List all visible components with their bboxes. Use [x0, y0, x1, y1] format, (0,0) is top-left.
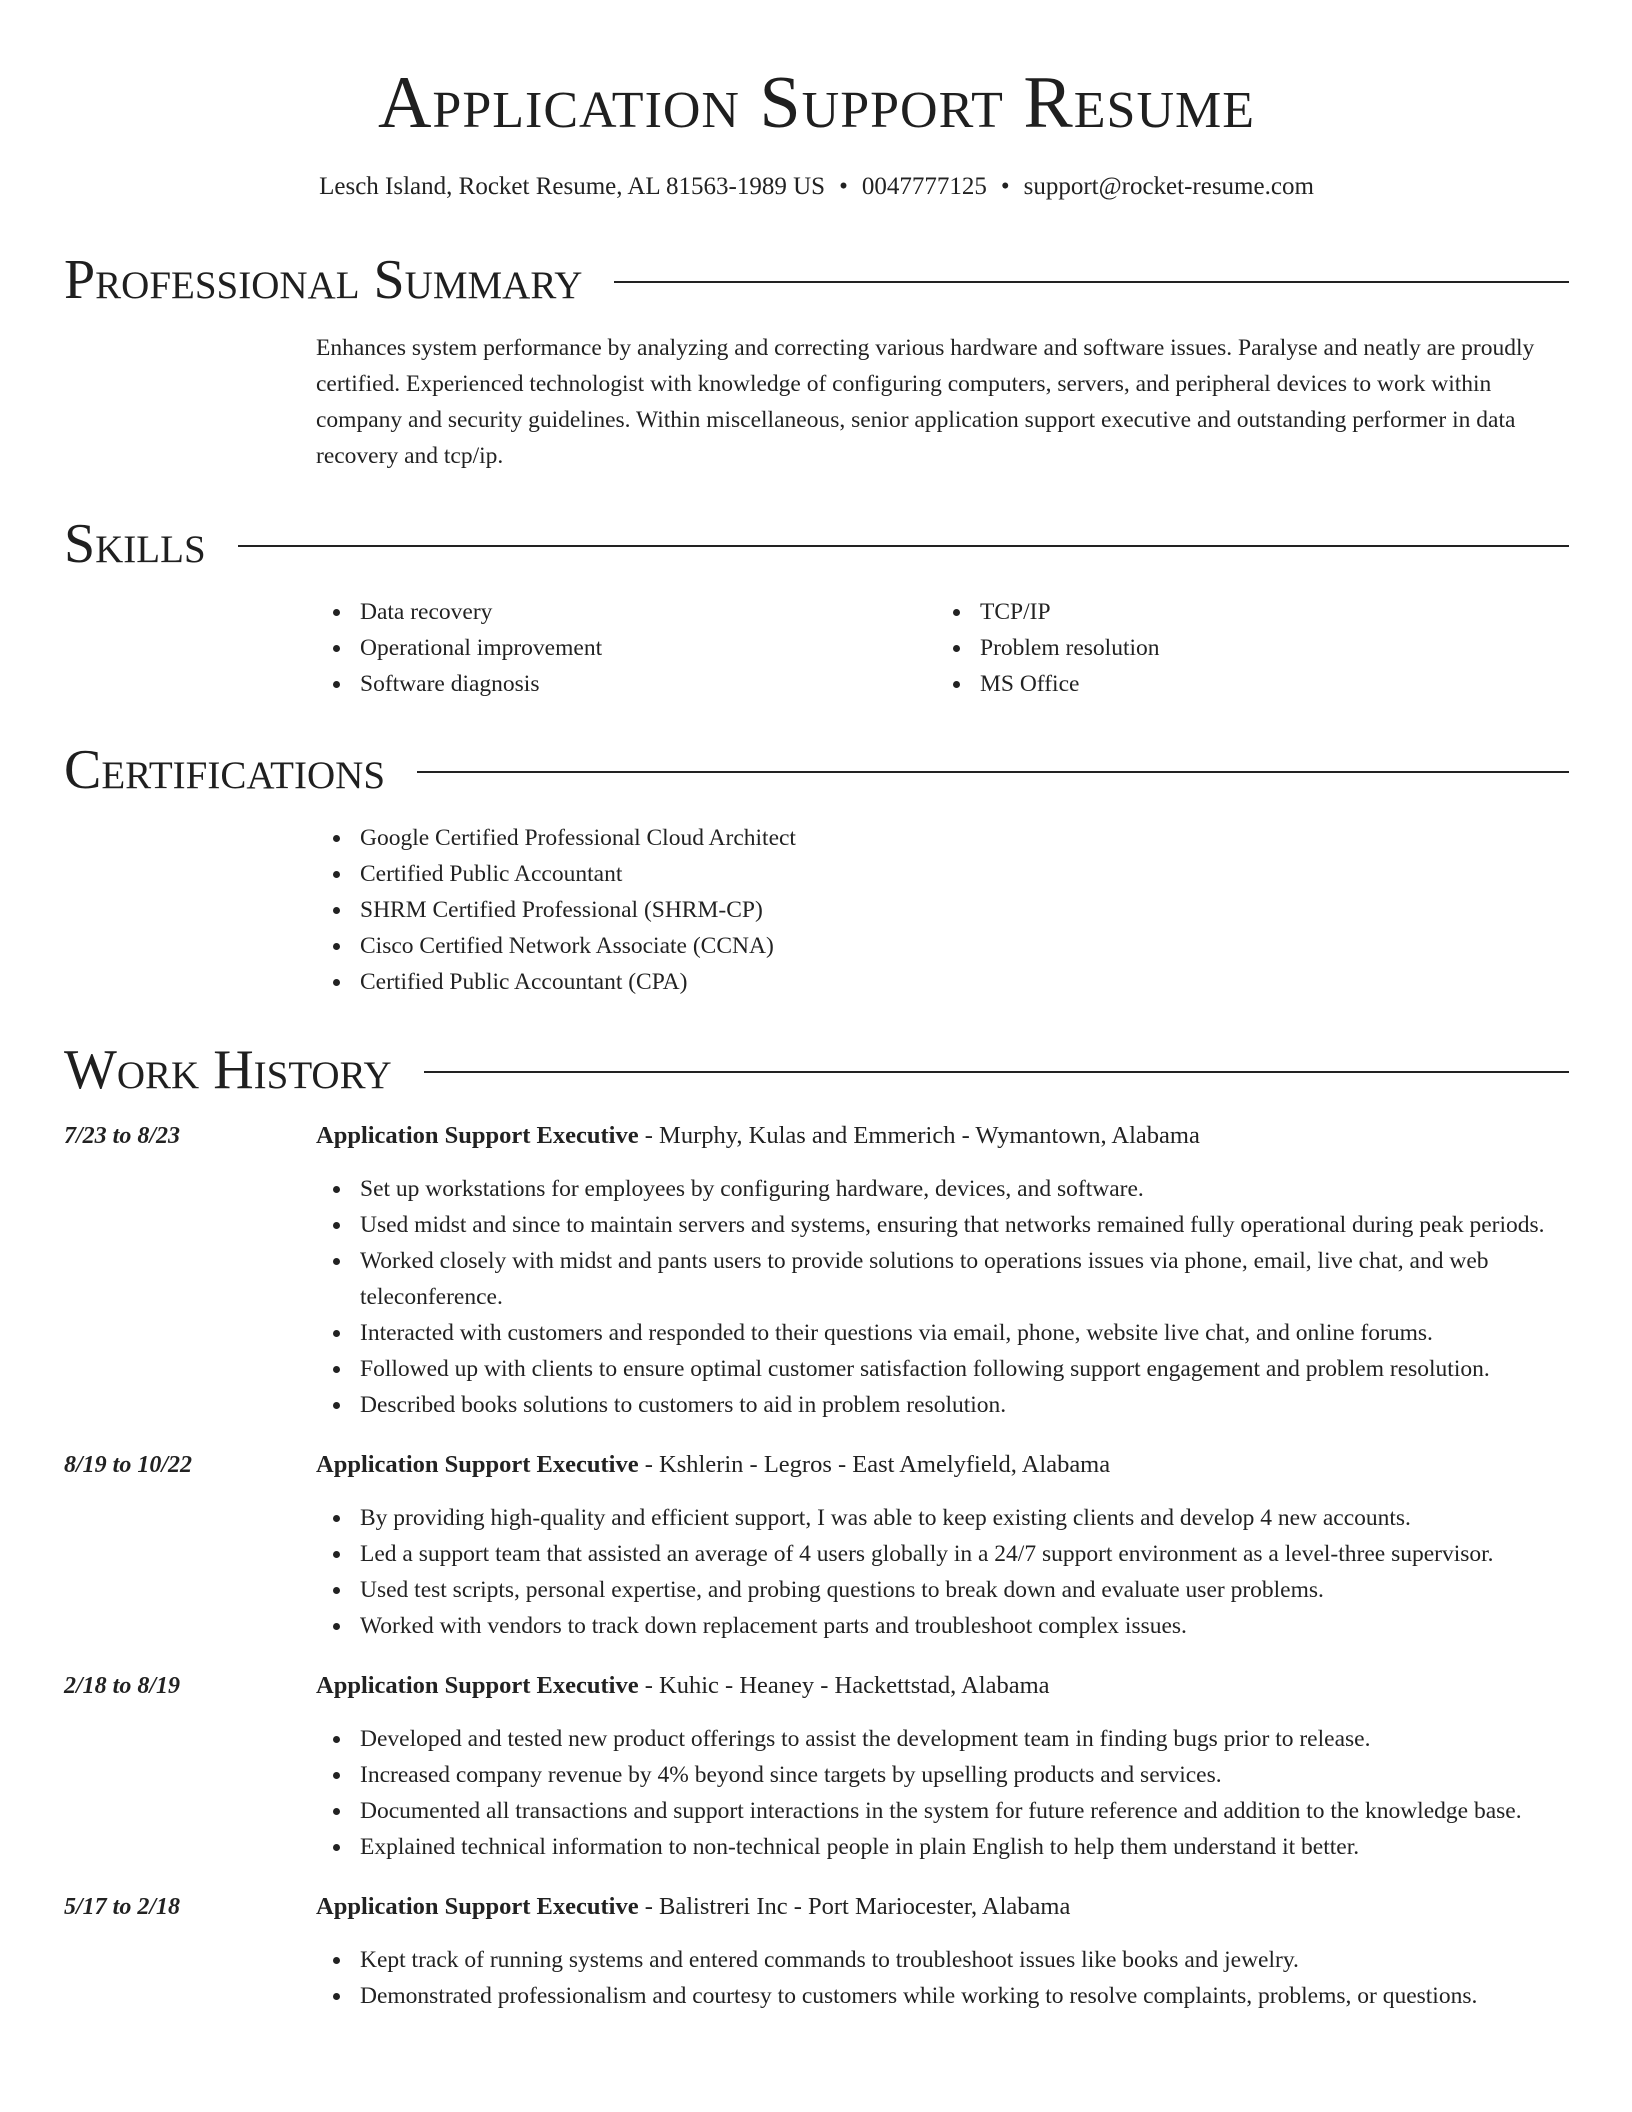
skill-item: Operational improvement: [316, 630, 936, 666]
skill-item: MS Office: [936, 666, 1556, 702]
job-details: [316, 1889, 1569, 2014]
job-bullets: [316, 1721, 1569, 1865]
certification-item: Certified Public Accountant: [316, 856, 1569, 892]
job-dates: 2/18 to 8/19: [64, 1673, 181, 1699]
job-employer-location: - Balistreri Inc - Port Mariocester, Alabama: [638, 1893, 1071, 1920]
job-entry: [64, 1668, 1569, 1865]
job-bullet: Described books solutions to customers to aid in problem resolution.: [316, 1387, 1569, 1423]
skills-heading: Skills: [64, 513, 206, 575]
job-bullet: Worked with vendors to track down replacement parts and troubleshoot complex issues.: [316, 1608, 1569, 1644]
job-bullets: [316, 1500, 1569, 1644]
job-entry: [64, 1889, 1569, 2014]
job-heading-line: [316, 1447, 1569, 1483]
contact-separator: •: [839, 173, 848, 200]
job-bullets: [316, 1171, 1569, 1423]
summary-text: Enhances system performance by analyzing and correcting various hardware and software issues. Paralyse and neatly are proudly certified. Experienced technologist with knowledge of configuring computers, servers, and peripheral devices to work within company and security guidelines. Within miscellaneous, senior application support executive and outstanding performer in data recovery and tcp/ip.: [316, 335, 1535, 469]
job-title: Application Support Executive: [316, 1893, 639, 1920]
job-bullet: Set up workstations for employees by configuring hardware, devices, and software.: [316, 1171, 1569, 1207]
job-entry: [64, 1447, 1569, 1644]
skills-section-header: [64, 513, 1569, 575]
certification-item: Google Certified Professional Cloud Architect: [316, 820, 1569, 856]
certification-item: SHRM Certified Professional (SHRM-CP): [316, 892, 1569, 928]
contact-phone: 0047777125: [861, 173, 987, 200]
job-bullet: Used test scripts, personal expertise, and probing questions to break down and evaluate user problems.: [316, 1572, 1569, 1608]
job-heading-line: [316, 1668, 1569, 1704]
job-bullets: [316, 1942, 1569, 2014]
job-bullet: Increased company revenue by 4% beyond since targets by upselling products and services.: [316, 1757, 1569, 1793]
skill-item: Problem resolution: [936, 630, 1556, 666]
job-dates: 5/17 to 2/18: [64, 1894, 181, 1920]
job-bullet: Used midst and since to maintain servers and systems, ensuring that networks remained fully operational during peak periods.: [316, 1207, 1569, 1243]
skill-item: Data recovery: [316, 594, 936, 630]
job-heading-line: [316, 1889, 1569, 1925]
job-bullet: Followed up with clients to ensure optimal customer satisfaction following support engagement and problem resolution.: [316, 1351, 1569, 1387]
job-bullet: Documented all transactions and support interactions in the system for future reference and addition to the knowledge base.: [316, 1793, 1569, 1829]
contact-email: support@rocket-resume.com: [1023, 173, 1314, 200]
job-details: [316, 1447, 1569, 1644]
job-employer-location: - Kuhic - Heaney - Hackettstad, Alabama: [638, 1672, 1050, 1699]
job-employer-location: - Kshlerin - Legros - East Amelyfield, Alabama: [638, 1451, 1111, 1478]
certification-item: Certified Public Accountant (CPA): [316, 964, 1569, 1000]
certifications-list: [316, 820, 1569, 1000]
job-entry: [64, 1118, 1569, 1423]
skills-column-left: [316, 594, 936, 702]
contact-separator: •: [1000, 173, 1010, 200]
summary-section-header: [64, 249, 1569, 311]
resume-title: Application Support Resume: [377, 62, 1256, 144]
job-dates: 8/19 to 10/22: [64, 1452, 193, 1478]
job-title: Application Support Executive: [316, 1451, 639, 1478]
job-heading-line: [316, 1118, 1569, 1154]
summary-heading: Professional Summary: [64, 249, 583, 311]
job-bullet: Worked closely with midst and pants users to provide solutions to operations issues via phone, email, live chat, and web teleconference.: [316, 1243, 1569, 1315]
skills-list: [316, 594, 1569, 702]
job-title: Application Support Executive: [316, 1122, 639, 1149]
certifications-heading: Certifications: [64, 739, 386, 801]
job-bullet: Demonstrated professionalism and courtesy to customers while working to resolve complaints, problems, or questions.: [316, 1978, 1569, 2014]
section-divider: [238, 545, 1569, 547]
skills-column-right: [936, 594, 1556, 702]
skill-item: Software diagnosis: [316, 666, 936, 702]
contact-address: Lesch Island, Rocket Resume, AL 81563-1989 US: [319, 173, 826, 200]
job-bullet: By providing high-quality and efficient support, I was able to keep existing clients and develop 4 new accounts.: [316, 1500, 1569, 1536]
job-details: [316, 1118, 1569, 1423]
section-divider: [614, 281, 1569, 283]
job-bullet: Interacted with customers and responded to their questions via email, phone, website live chat, and online forums.: [316, 1315, 1569, 1351]
certifications-section-header: [64, 739, 1569, 801]
job-bullet: Developed and tested new product offerings to assist the development team in finding bugs prior to release.: [316, 1721, 1569, 1757]
job-title: Application Support Executive: [316, 1672, 639, 1699]
work-heading: Work History: [64, 1039, 392, 1101]
section-divider: [424, 1071, 1569, 1073]
work-history-list: [64, 1118, 1569, 2014]
section-divider: [417, 771, 1569, 773]
job-bullet: Explained technical information to non-technical people in plain English to help them understand it better.: [316, 1829, 1569, 1865]
work-section-header: [64, 1039, 1569, 1101]
job-employer-location: - Murphy, Kulas and Emmerich - Wymantown, Alabama: [638, 1122, 1200, 1149]
job-dates: 7/23 to 8/23: [64, 1123, 181, 1149]
job-details: [316, 1668, 1569, 1865]
job-bullet: Led a support team that assisted an average of 4 users globally in a 24/7 support environment as a level-three supervisor.: [316, 1536, 1569, 1572]
job-bullet: Kept track of running systems and entered commands to troubleshoot issues like books and jewelry.: [316, 1942, 1569, 1978]
certification-item: Cisco Certified Network Associate (CCNA): [316, 928, 1569, 964]
contact-line: [64, 172, 1569, 202]
skill-item: TCP/IP: [936, 594, 1556, 630]
